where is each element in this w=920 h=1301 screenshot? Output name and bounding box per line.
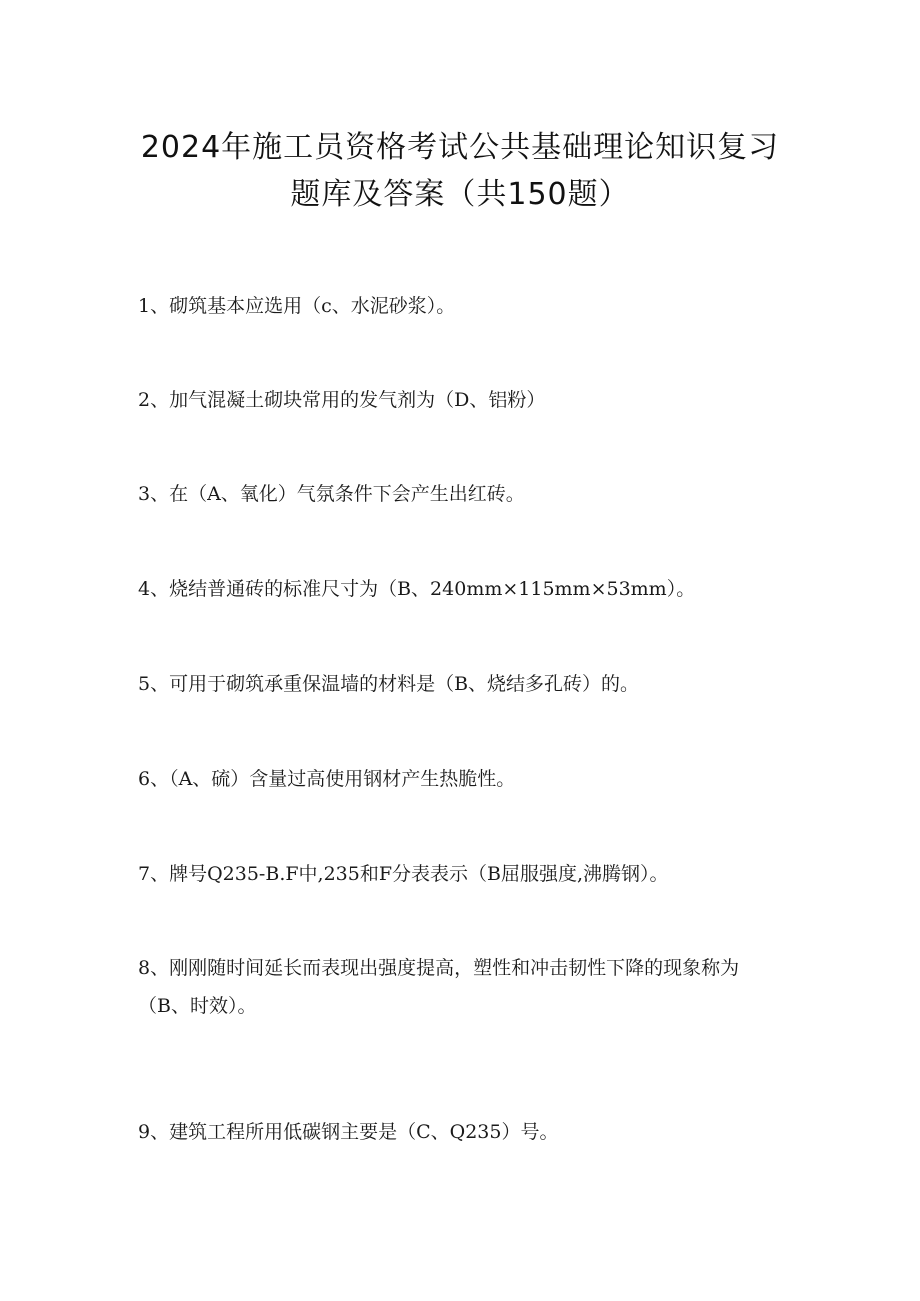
- document-title-line2: 题库及答案（共150题）: [290, 177, 630, 212]
- question-3: 3、在（A、氧化）气氛条件下会产生出红砖。: [138, 483, 525, 505]
- question-8: 8、刚刚随时间延长而表现出强度提高，塑性和冲击韧性下降的现象称为（B、时效）。: [138, 957, 740, 1017]
- question-6: 6、（A、硫）含量过高使用钢材产生热脆性。: [138, 768, 516, 790]
- question-1: 1、砌筑基本应选用（c、水泥砂浆）。: [138, 295, 456, 317]
- question-7: 7、牌号Q235-B.F中,235和F分表表示（B屈服强度,沸腾钢）。: [138, 863, 669, 885]
- question-4: 4、烧结普通砖的标准尺寸为（B、240mm×115mm×53mm）。: [138, 578, 696, 600]
- document-title-line1: 2024年施工员资格考试公共基础理论知识复习: [140, 130, 780, 165]
- question-5: 5、可用于砌筑承重保温墙的材料是（B、烧结多孔砖）的。: [138, 673, 640, 695]
- question-9: 9、建筑工程所用低碳钢主要是（C、Q235）号。: [138, 1121, 559, 1143]
- question-2: 2、加气混凝土砌块常用的发气剂为（D、铝粉）: [138, 389, 546, 411]
